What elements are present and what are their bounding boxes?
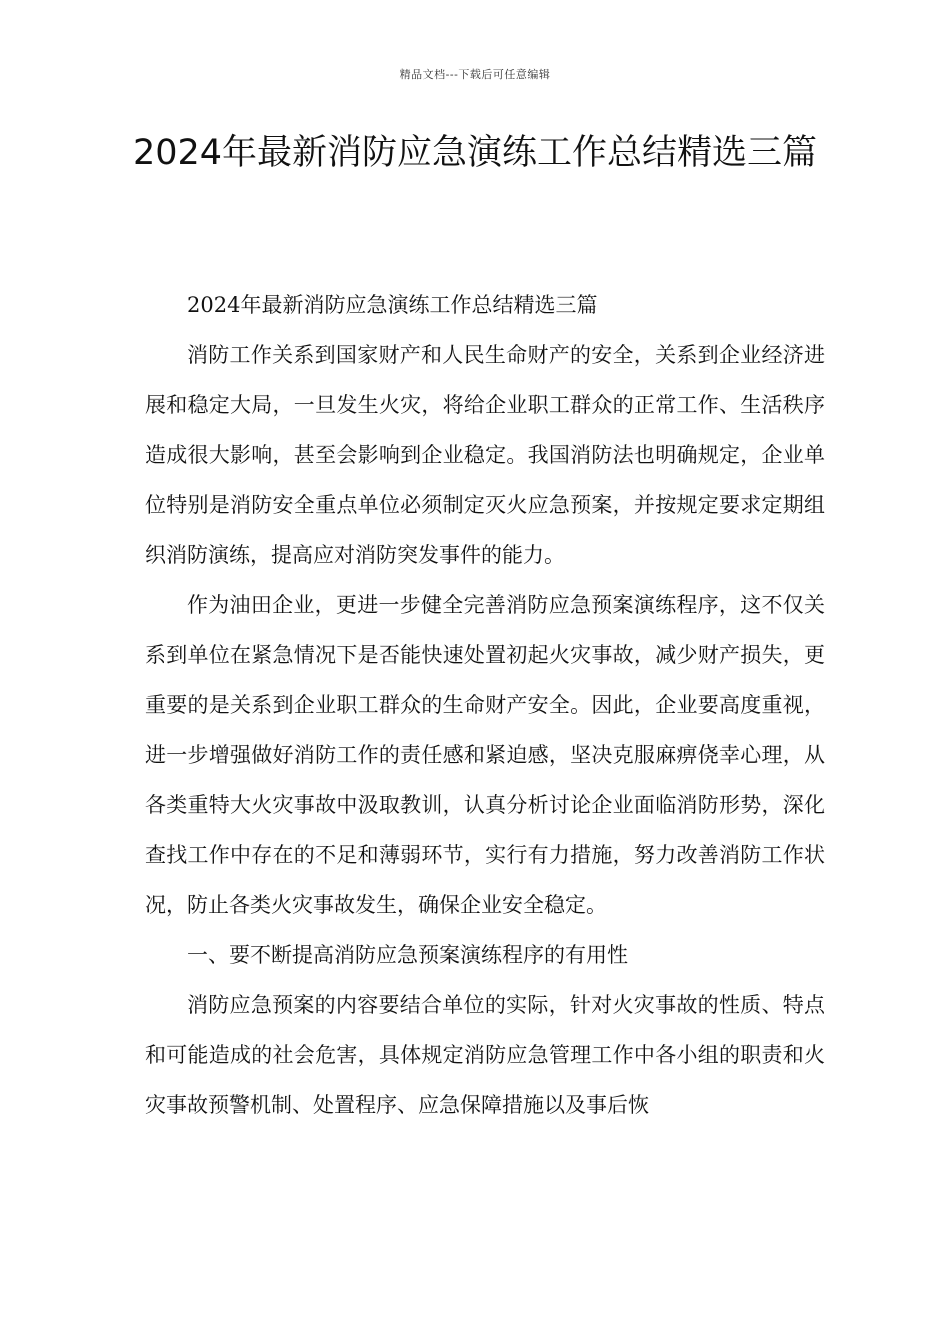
section-heading-1: 一、要不断提高消防应急预案演练程序的有用性 (187, 943, 628, 967)
document-title: 2024年最新消防应急演练工作总结精选三篇 (132, 133, 818, 173)
paragraph-oilfield: 作为油田企业，更进一步健全完善消防应急预案演练程序，这不仅关系到单位在紧急情况下是否能快速处置初起火灾事故，减少财产损失，更重要的是关系到企业职工群众的生命财产安全。因此，企业要高度重视，进一步增强做好消防工作的责任感和紧迫感，坚决克服麻痹侥幸心理，从各类重特大火灾事故中汲取教训，认真分析讨论企业面临消防形势，深化查找工作中存在的不足和薄弱环节，实行有力措施，努力改善消防工作状况，防止各类火灾事故发生，确保企业安全稳定。 (145, 593, 825, 917)
document-body (145, 280, 825, 1130)
paragraph-plan-content: 消防应急预案的内容要结合单位的实际，针对火灾事故的性质、特点和可能造成的社会危害，具体规定消防应急管理工作中各小组的职责和火灾事故预警机制、处置程序、应急保障措施以及事后恢 (145, 993, 825, 1117)
header-note: 精品文档---下载后可任意编辑 (399, 68, 551, 81)
paragraph-intro: 消防工作关系到国家财产和人民生命财产的安全，关系到企业经济进展和稳定大局，一旦发生火灾，将给企业职工群众的正常工作、生活秩序造成很大影响，甚至会影响到企业稳定。我国消防法也明确规定，企业单位特别是消防安全重点单位必须制定灭火应急预案，并按规定要求定期组织消防演练，提高应对消防突发事件的能力。 (145, 343, 825, 567)
paragraph-subtitle: 2024年最新消防应急演练工作总结精选三篇 (187, 293, 598, 317)
